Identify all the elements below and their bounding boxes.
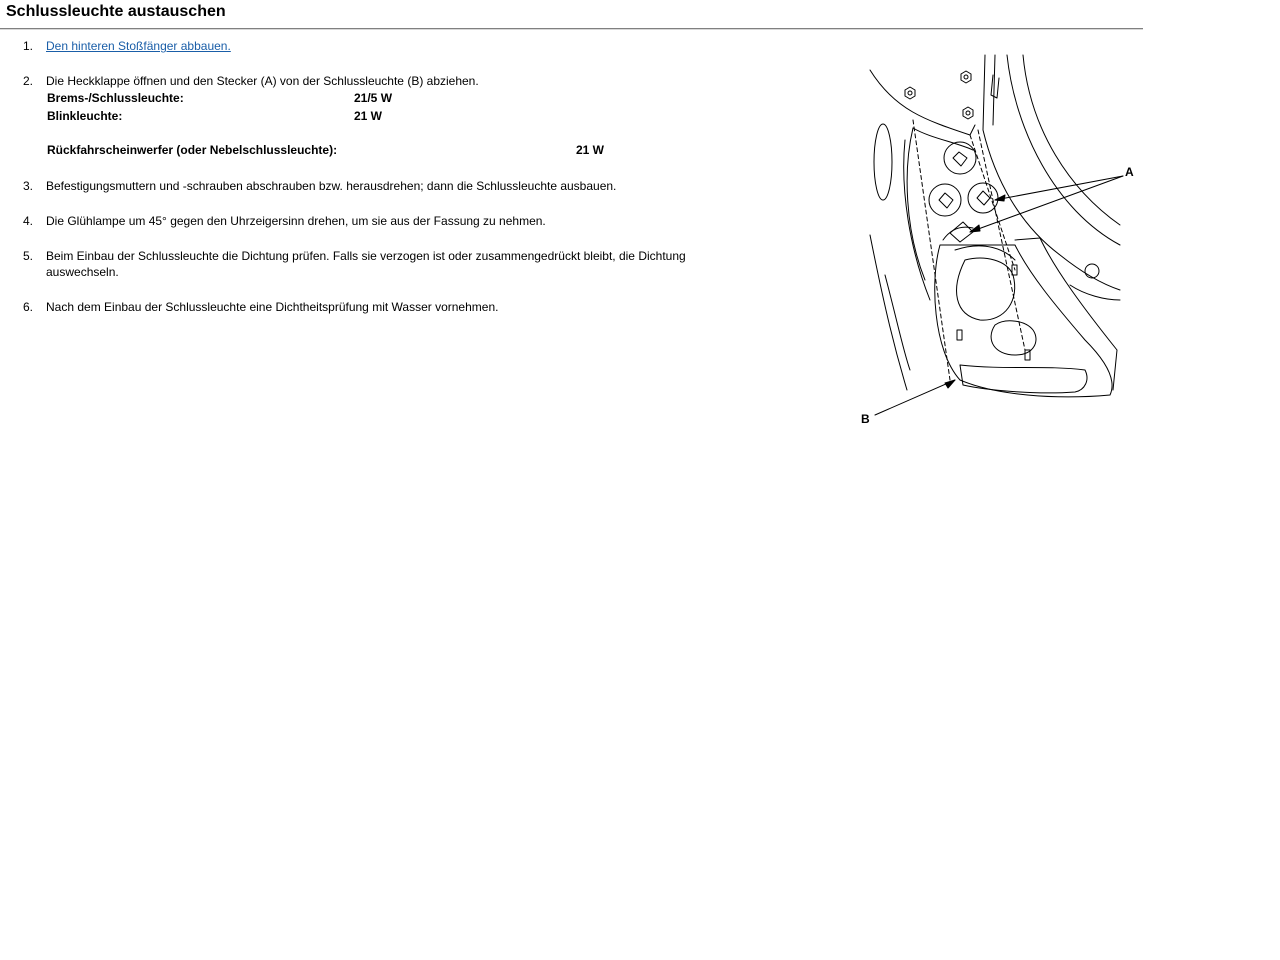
step-number: 5. bbox=[23, 249, 34, 263]
tail-light-drawing bbox=[855, 50, 1145, 435]
callout-label-b: B bbox=[861, 412, 870, 426]
step-text: Die Heckklappe öffnen und den Stecker (A) von der Schlussleuchte (B) abziehen. bbox=[46, 74, 479, 88]
step-text: Beim Einbau der Schlussleuchte die Dichtung prüfen. Falls sie verzogen ist oder zusammengedrückt bleibt, die Dichtung auswechseln. bbox=[46, 249, 686, 279]
tail-light-illustration bbox=[855, 50, 1145, 435]
spec-label: Rückfahrscheinwerfer (oder Nebelschlussleuchte): bbox=[47, 143, 338, 157]
page-title: Schlussleuchte austauschen bbox=[6, 3, 226, 20]
step-number: 6. bbox=[23, 300, 34, 314]
step-number: 3. bbox=[23, 179, 34, 193]
step-number: 2. bbox=[23, 74, 34, 88]
step-text: Befestigungsmuttern und -schrauben abschrauben bzw. herausdrehen; dann die Schlussleuchte ausbauen. bbox=[46, 179, 617, 193]
spec-label: Blinkleuchte: bbox=[47, 109, 123, 123]
remove-rear-bumper-link[interactable]: Den hinteren Stoßfänger abbauen. bbox=[46, 39, 231, 53]
step-text: Nach dem Einbau der Schlussleuchte eine Dichtheitsprüfung mit Wasser vornehmen. bbox=[46, 300, 499, 314]
spec-label: Brems-/Schlussleuchte: bbox=[47, 91, 184, 105]
spec-value: 21 W bbox=[576, 143, 605, 157]
step-number: 4. bbox=[23, 214, 34, 228]
callout-label-a: A bbox=[1125, 165, 1134, 179]
title-divider bbox=[0, 28, 1143, 30]
spec-value: 21/5 W bbox=[354, 91, 393, 105]
step-number: 1. bbox=[23, 39, 34, 53]
step-text bbox=[46, 38, 756, 54]
spec-value: 21 W bbox=[354, 109, 383, 123]
step-text: Die Glühlampe um 45° gegen den Uhrzeigersinn drehen, um sie aus der Fassung zu nehmen. bbox=[46, 214, 546, 228]
